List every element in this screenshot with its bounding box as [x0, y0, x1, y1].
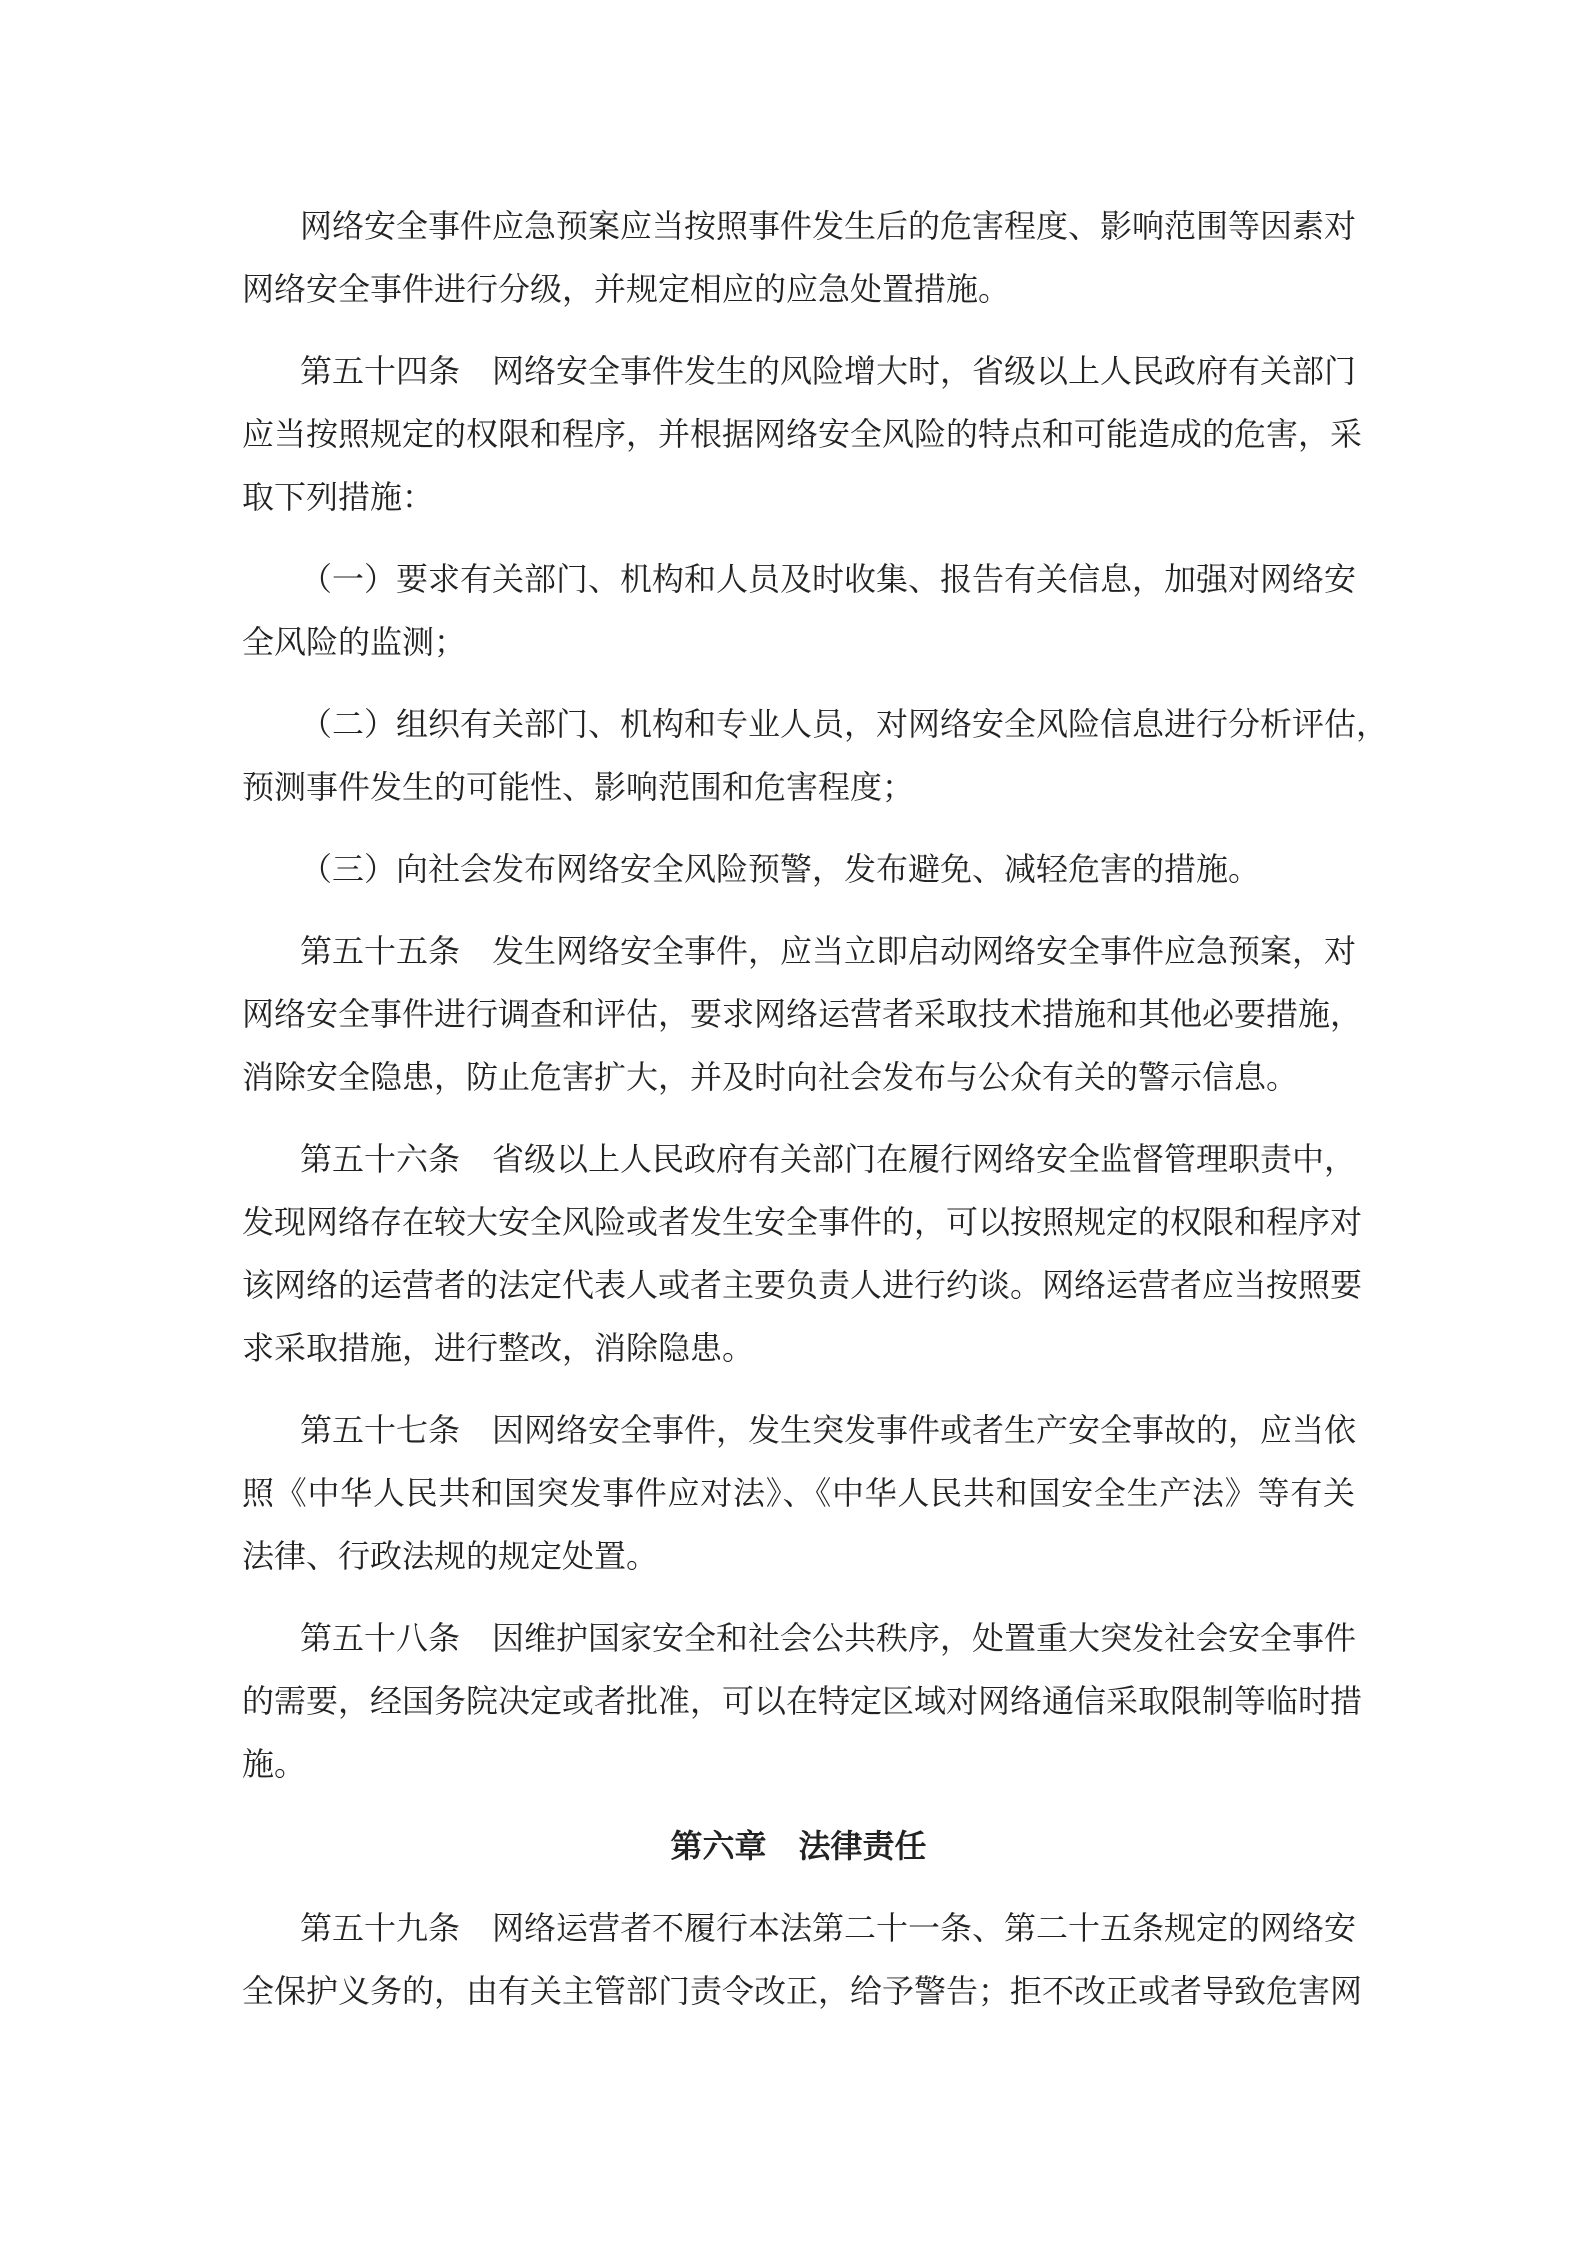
text-line: 发现网络存在较大安全风险或者发生安全事件的，可以按照规定的权限和程序对 — [242, 1203, 1363, 1241]
text-line: 第五十六条 省级以上人民政府有关部门在履行网络安全监督管理职责中， — [300, 1140, 1357, 1178]
paragraph — [242, 838, 1355, 901]
text-line: （二）组织有关部门、机构和专业人员，对网络安全风险信息进行分析评估， — [300, 705, 1389, 743]
paragraph — [242, 1128, 1363, 1380]
paragraph — [242, 693, 1389, 819]
chapter-heading: 第六章 法律责任 — [670, 1827, 927, 1865]
text-line: 第五十七条 因网络安全事件，发生突发事件或者生产安全事故的，应当依 — [300, 1411, 1357, 1449]
text-line: 第五十八条 因维护国家安全和社会公共秩序，处置重大突发社会安全事件 — [300, 1619, 1357, 1657]
text-line: 应当按照规定的权限和程序，并根据网络安全风险的特点和可能造成的危害，采 — [242, 415, 1363, 453]
text-line: 第五十九条 网络运营者不履行本法第二十一条、第二十五条规定的网络安 — [300, 1909, 1357, 1947]
text-line: 网络安全事件应急预案应当按照事件发生后的危害程度、影响范围等因素对 — [300, 207, 1357, 245]
paragraph — [242, 1607, 1363, 1796]
text-line: 求采取措施，进行整改，消除隐患。 — [242, 1329, 755, 1367]
text-line: 取下列措施： — [242, 478, 435, 516]
text-line: 网络安全事件进行调查和评估，要求网络运营者采取技术措施和其他必要措施， — [242, 995, 1363, 1033]
text-line: 第五十五条 发生网络安全事件，应当立即启动网络安全事件应急预案，对 — [300, 932, 1357, 970]
text-line: 全保护义务的，由有关主管部门责令改正，给予警告；拒不改正或者导致危害网 — [242, 1972, 1363, 2010]
text-line: 法律、行政法规的规定处置。 — [242, 1537, 659, 1575]
paragraph — [242, 920, 1363, 1109]
paragraph — [242, 1399, 1355, 1588]
paragraph — [242, 548, 1355, 674]
text-line: （一）要求有关部门、机构和人员及时收集、报告有关信息，加强对网络安 — [300, 560, 1357, 598]
paragraphs-before — [242, 195, 1389, 1796]
paragraph — [242, 1897, 1363, 2023]
text-line: 全风险的监测； — [242, 623, 467, 661]
paragraphs-after — [242, 1897, 1363, 2023]
text-line: 照《中华人民共和国突发事件应对法》、《中华人民共和国安全生产法》等有关 — [242, 1474, 1355, 1512]
text-line: 第五十四条 网络安全事件发生的风险增大时，省级以上人民政府有关部门 — [300, 352, 1357, 390]
paragraph — [242, 340, 1363, 529]
text-line: 的需要，经国务院决定或者批准，可以在特定区域对网络通信采取限制等临时措 — [242, 1682, 1363, 1720]
paragraph — [242, 195, 1355, 321]
text-line: 该网络的运营者的法定代表人或者主要负责人进行约谈。网络运营者应当按照要 — [242, 1266, 1363, 1304]
document-body — [242, 195, 1389, 2023]
text-line: 施。 — [242, 1745, 307, 1783]
text-line: （三）向社会发布网络安全风险预警，发布避免、减轻危害的措施。 — [300, 850, 1261, 888]
text-line: 网络安全事件进行分级，并规定相应的应急处置措施。 — [242, 270, 1011, 308]
text-line: 消除安全隐患，防止危害扩大，并及时向社会发布与公众有关的警示信息。 — [242, 1058, 1299, 1096]
text-line: 预测事件发生的可能性、影响范围和危害程度； — [242, 768, 915, 806]
